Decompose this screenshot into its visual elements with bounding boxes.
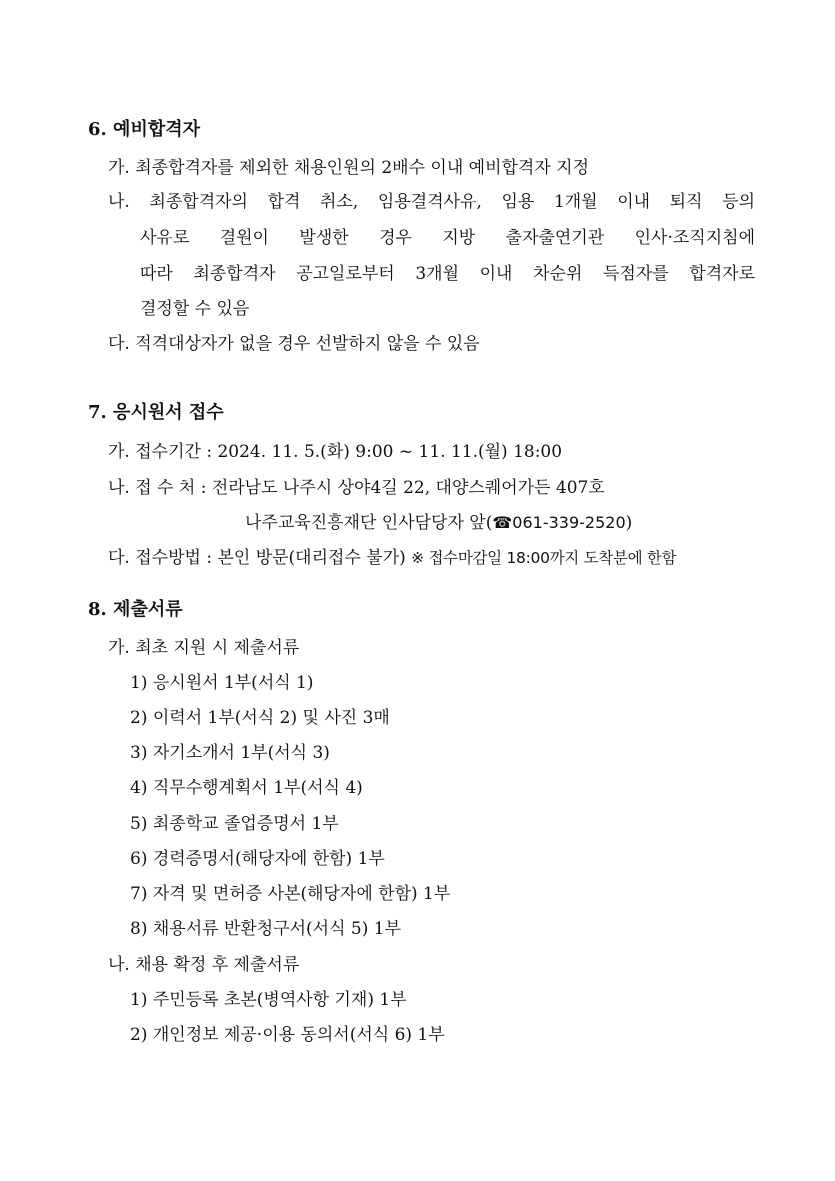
section8-sub-ga: 가. 최초 지원 시 제출서류 <box>108 638 300 658</box>
section6-item-na-line4: 결정할 수 있음 <box>140 299 250 319</box>
section6-item-ga: 가. 최종합격자를 제외한 채용인원의 2배수 이내 예비합격자 지정 <box>108 158 590 178</box>
list-item: 1) 응시원서 1부(서식 1) <box>130 673 314 693</box>
section6-item-da: 다. 적격대상자가 없을 경우 선발하지 않을 수 있음 <box>108 334 480 354</box>
list-item: 3) 자기소개서 1부(서식 3) <box>130 743 330 763</box>
phone-icon: ☎ <box>492 513 513 532</box>
section-heading-7: 7. 응시원서 접수 <box>88 402 224 423</box>
list-item: 1) 주민등록 초본(병역사항 기재) 1부 <box>130 990 407 1010</box>
section7-place-line2 <box>245 511 632 535</box>
section8-sub-na: 나. 채용 확정 후 제출서류 <box>108 955 300 975</box>
list-item: 5) 최종학교 졸업증명서 1부 <box>130 814 339 834</box>
section7-place-recipient: 나주교육진흥재단 인사담당자 앞( <box>245 513 493 533</box>
section6-item-na-line1: 나. 최종합격자의 합격 취소, 임용결격사유, 임용 1개월 이내 퇴직 등의 <box>108 192 755 212</box>
section7-phone-number: 061-339-2520 <box>512 513 626 532</box>
section6-item-na-line3: 따라 최종합격자 공고일로부터 3개월 이내 차순위 득점자를 합격자로 <box>140 264 755 284</box>
section7-place-close: ) <box>625 513 633 533</box>
section7-place-line1: 나. 접 수 처 : 전라남도 나주시 상야4길 22, 대양스퀘어가든 407호 <box>108 478 605 498</box>
list-item: 8) 채용서류 반환청구서(서식 5) 1부 <box>130 919 402 939</box>
section-heading-6: 6. 예비합격자 <box>88 119 200 140</box>
section7-method <box>108 546 676 570</box>
section-heading-8: 8. 제출서류 <box>88 599 183 620</box>
list-item: 6) 경력증명서(해당자에 한함) 1부 <box>130 849 385 869</box>
section7-method-main: 다. 접수방법 : 본인 방문(대리접수 불가) <box>108 548 406 568</box>
section7-period: 가. 접수기간 : 2024. 11. 5.(화) 9:00 ~ 11. 11.(월) 18:00 <box>108 442 563 462</box>
list-item: 2) 개인정보 제공·이용 동의서(서식 6) 1부 <box>130 1025 445 1045</box>
section7-method-note: ※ 접수마감일 18:00까지 도착분에 한함 <box>411 549 677 567</box>
list-item: 2) 이력서 1부(서식 2) 및 사진 3매 <box>130 708 390 728</box>
section6-item-na-line2: 사유로 결원이 발생한 경우 지방 출자출연기관 인사·조직지침에 <box>140 228 755 248</box>
list-item: 7) 자격 및 면허증 사본(해당자에 한함) 1부 <box>130 884 451 904</box>
list-item: 4) 직무수행계획서 1부(서식 4) <box>130 778 363 798</box>
